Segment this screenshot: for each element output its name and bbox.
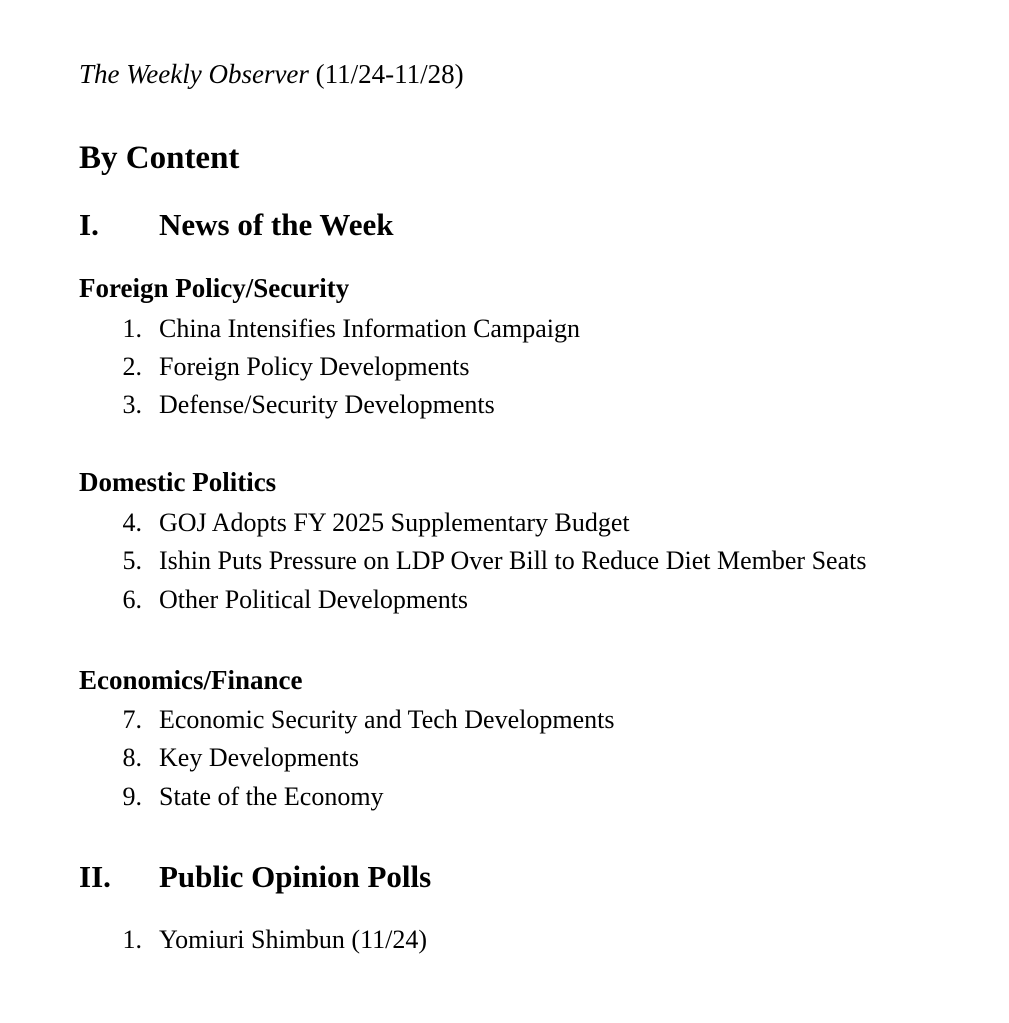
- item-number: 5.: [122, 546, 142, 575]
- item-text: GOJ Adopts FY 2025 Supplementary Budget: [159, 508, 630, 537]
- item-text: Defense/Security Developments: [159, 390, 495, 419]
- group-heading-economics-finance: Economics/Finance: [79, 665, 303, 695]
- item-number: 4.: [122, 508, 142, 537]
- item-text: State of the Economy: [159, 782, 384, 811]
- item-text: Ishin Puts Pressure on LDP Over Bill to Reduce Diet Member Seats: [159, 546, 867, 575]
- group-heading-domestic-politics: Domestic Politics: [79, 467, 277, 497]
- publication-name: The Weekly Observer: [79, 59, 309, 89]
- item-text: Yomiuri Shimbun (11/24): [159, 925, 427, 954]
- item-number: 1.: [122, 925, 142, 954]
- item-number: 7.: [122, 705, 142, 734]
- item-text: Foreign Policy Developments: [159, 352, 470, 381]
- date-range: (11/24-11/28): [315, 59, 464, 89]
- item-text: China Intensifies Information Campaign: [159, 314, 580, 343]
- item-number: 3.: [122, 390, 142, 419]
- section-numeral: I.: [79, 207, 99, 242]
- item-number: 2.: [122, 352, 142, 381]
- publication-line: [79, 57, 464, 91]
- item-text: Other Political Developments: [159, 585, 469, 614]
- section-numeral: II.: [79, 859, 111, 894]
- group-heading-foreign-policy: Foreign Policy/Security: [79, 273, 350, 303]
- item-number: 9.: [122, 782, 142, 811]
- item-number: 8.: [122, 743, 142, 772]
- section-title: News of the Week: [159, 207, 394, 242]
- page-title: By Content: [79, 140, 240, 176]
- item-number: 6.: [122, 585, 142, 614]
- item-text: Key Developments: [159, 743, 360, 772]
- section-title: Public Opinion Polls: [159, 859, 432, 894]
- item-text: Economic Security and Tech Developments: [159, 705, 615, 734]
- item-number: 1.: [122, 314, 142, 343]
